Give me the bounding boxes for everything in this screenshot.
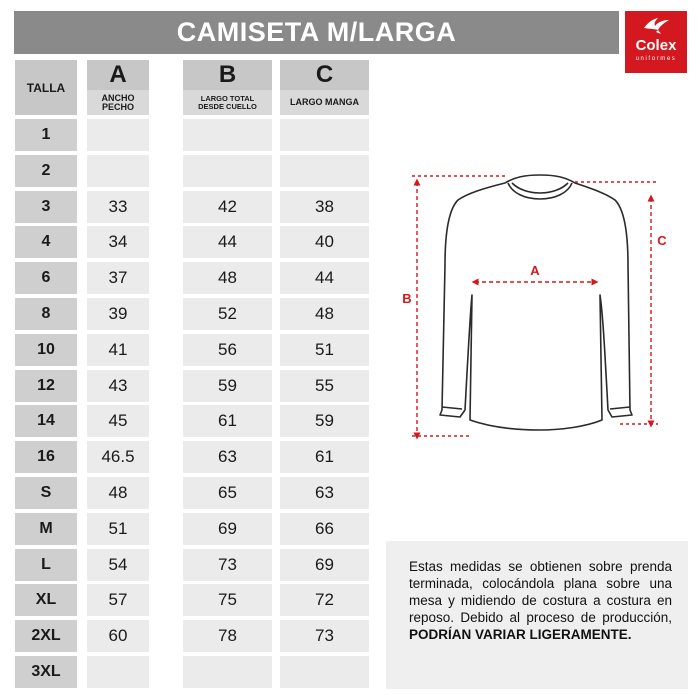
logo-subtitle: uniformes (635, 56, 677, 62)
page-title: CAMISETA M/LARGA (14, 11, 619, 54)
value-cell-b: 52 (183, 298, 272, 330)
size-cell: 4 (15, 226, 77, 258)
value-cell-c: 63 (280, 477, 369, 509)
size-cell: 16 (15, 441, 77, 473)
size-cell: 3 (15, 191, 77, 223)
value-cell-a (87, 155, 149, 187)
label-a: A (530, 263, 540, 278)
value-cell-c: 55 (280, 370, 369, 402)
value-cell-a (87, 119, 149, 151)
value-cell-a: 34 (87, 226, 149, 258)
bird-logo-icon (641, 15, 671, 37)
value-cell-b: 69 (183, 513, 272, 545)
size-cell: 6 (15, 262, 77, 294)
value-cell-a: 46.5 (87, 441, 149, 473)
value-cell-b (183, 119, 272, 151)
column-label: ANCHO PECHO (87, 90, 149, 115)
shirt-outline (440, 175, 632, 430)
measurement-note (386, 541, 688, 689)
value-cell-b: 42 (183, 191, 272, 223)
shirt-diagram (390, 155, 690, 455)
size-cell: 2 (15, 155, 77, 187)
value-cell-a: 37 (87, 262, 149, 294)
size-cell: M (15, 513, 77, 545)
value-cell-b: 73 (183, 549, 272, 581)
value-cell-c: 44 (280, 262, 369, 294)
value-cell-c: 59 (280, 405, 369, 437)
column-label: LARGO MANGA (280, 90, 369, 115)
value-cell-b: 56 (183, 334, 272, 366)
size-cell: 2XL (15, 620, 77, 652)
value-cell-b: 59 (183, 370, 272, 402)
value-cell-b: 44 (183, 226, 272, 258)
size-cell: S (15, 477, 77, 509)
size-cell: 12 (15, 370, 77, 402)
value-cell-a: 51 (87, 513, 149, 545)
value-cell-c: 66 (280, 513, 369, 545)
size-cell: 1 (15, 119, 77, 151)
value-cell-c: 38 (280, 191, 369, 223)
value-cell-c (280, 155, 369, 187)
size-cell: L (15, 549, 77, 581)
value-cell-b (183, 656, 272, 688)
value-cell-a: 60 (87, 620, 149, 652)
size-cell: 3XL (15, 656, 77, 688)
value-cell-a: 54 (87, 549, 149, 581)
value-cell-a: 39 (87, 298, 149, 330)
value-cell-c: 73 (280, 620, 369, 652)
label-c: C (657, 233, 667, 248)
value-cell-a: 57 (87, 584, 149, 616)
size-cell: 8 (15, 298, 77, 330)
value-cell-a: 41 (87, 334, 149, 366)
value-cell-c (280, 656, 369, 688)
value-cell-b: 63 (183, 441, 272, 473)
value-cell-c: 51 (280, 334, 369, 366)
note-warning: PODRÍAN VARIAR LIGERAMENTE. (409, 627, 632, 642)
logo-brand: Colex (635, 37, 677, 54)
value-cell-a: 33 (87, 191, 149, 223)
value-cell-b: 75 (183, 584, 272, 616)
colex-logo (625, 11, 687, 73)
value-cell-a: 45 (87, 405, 149, 437)
value-cell-c: 48 (280, 298, 369, 330)
value-cell-c (280, 119, 369, 151)
value-cell-c: 40 (280, 226, 369, 258)
value-cell-a: 43 (87, 370, 149, 402)
value-cell-b (183, 155, 272, 187)
value-cell-a (87, 656, 149, 688)
measure-lines (412, 176, 658, 436)
value-cell-a: 48 (87, 477, 149, 509)
value-cell-c: 69 (280, 549, 369, 581)
value-cell-c: 72 (280, 584, 369, 616)
value-cell-b: 61 (183, 405, 272, 437)
column-letter: C (280, 60, 369, 90)
value-cell-b: 65 (183, 477, 272, 509)
value-cell-b: 78 (183, 620, 272, 652)
column-letter: B (183, 60, 272, 90)
column-label: LARGO TOTAL DESDE CUELLO (183, 90, 272, 115)
label-b: B (402, 291, 412, 306)
size-cell: 14 (15, 405, 77, 437)
note-text: Estas medidas se obtienen sobre prenda terminada, colocándola plana sobre una mesa y midiendo de costura a costura en reposo. Debido al proceso de producción, (409, 559, 672, 625)
size-cell: XL (15, 584, 77, 616)
column-letter: A (87, 60, 149, 90)
size-header: TALLA (15, 60, 77, 115)
value-cell-b: 48 (183, 262, 272, 294)
size-cell: 10 (15, 334, 77, 366)
value-cell-c: 61 (280, 441, 369, 473)
